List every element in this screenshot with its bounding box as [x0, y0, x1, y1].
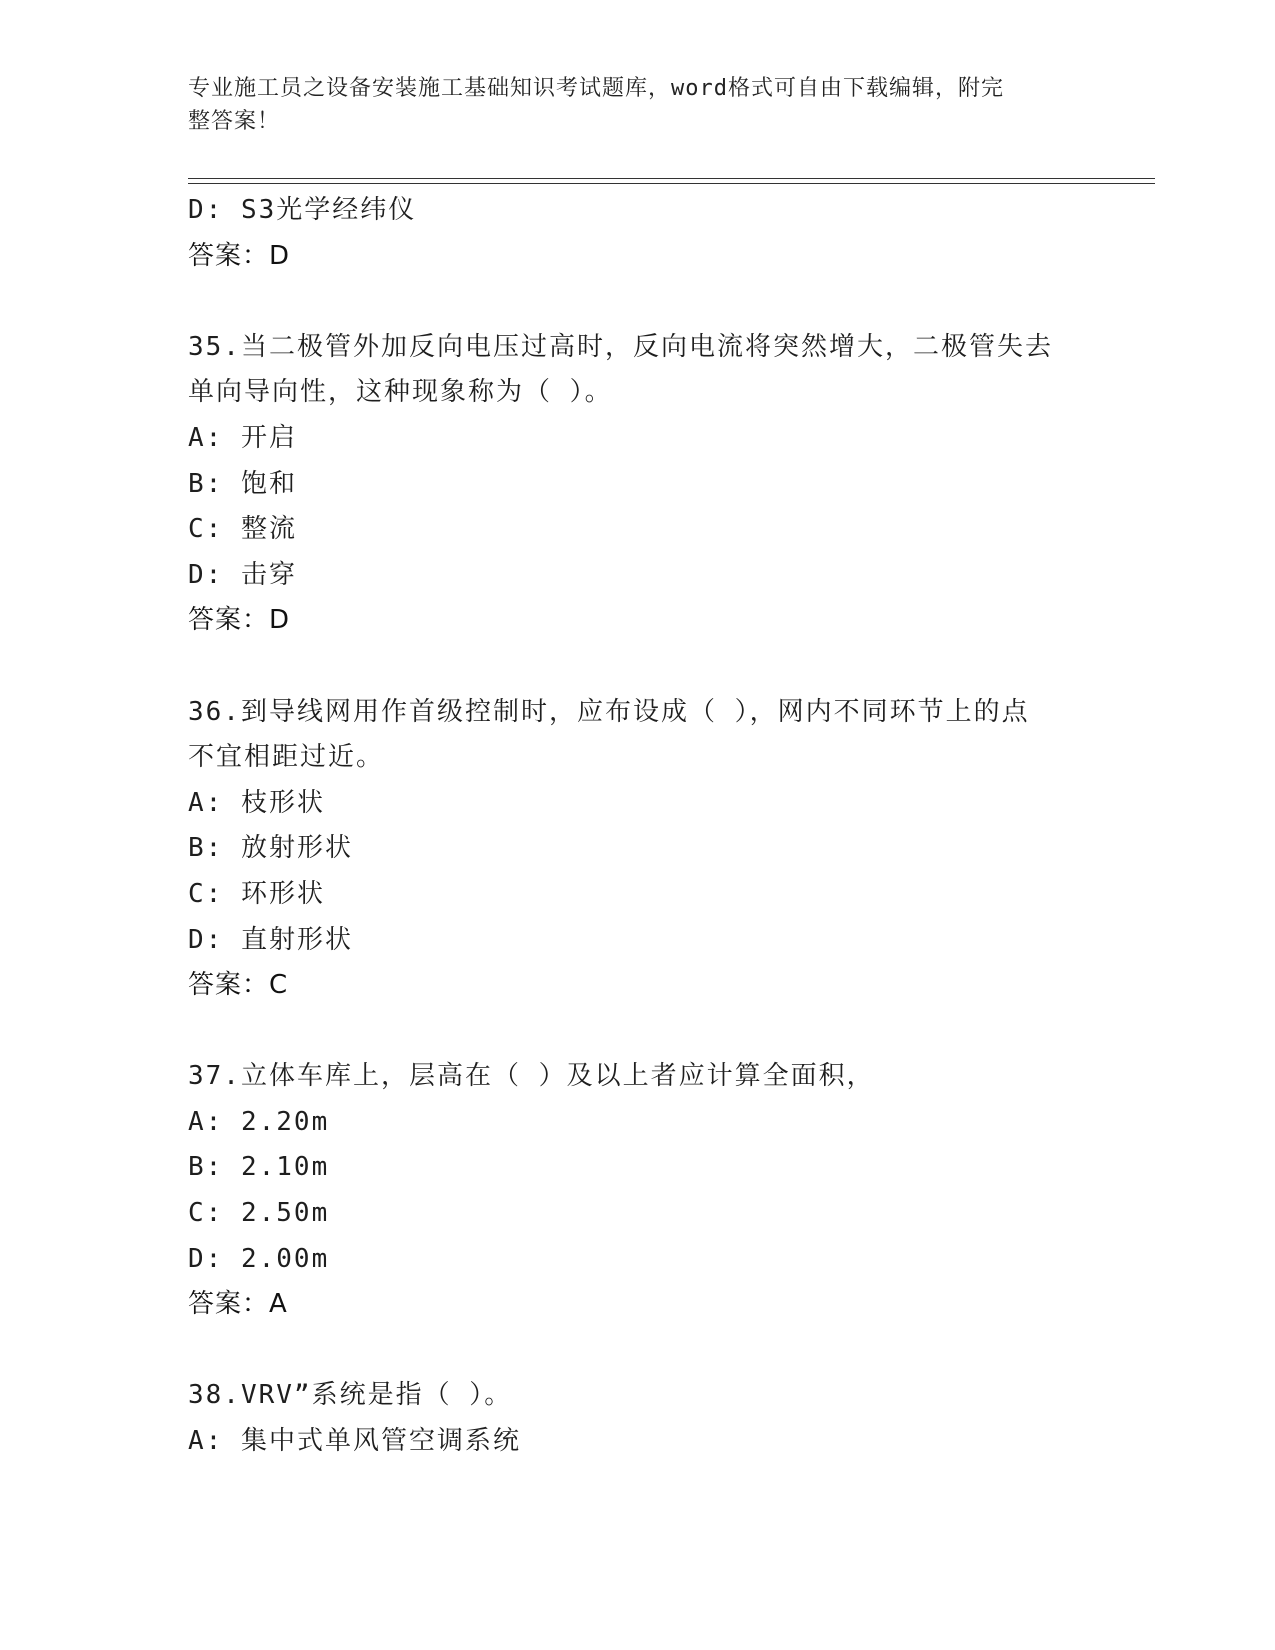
answer: 答案：D — [188, 240, 291, 271]
question-stem-line-1: 35.当二极管外加反向电压过高时，反向电流将突然增大，二极管失去 — [188, 331, 1053, 362]
question-38 — [188, 1373, 1088, 1464]
option-b: B: 饱和 — [188, 468, 297, 499]
option-a: A: 集中式单风管空调系统 — [188, 1426, 521, 1457]
option-c: C: 2.50m — [188, 1198, 330, 1229]
question-34 — [188, 188, 1088, 279]
answer: 答案：A — [188, 1289, 288, 1320]
option-a: A: 2.20m — [188, 1106, 330, 1137]
question-stem-line-1: 37.立体车库上，层高在（ ）及以上者应计算全面积， — [188, 1061, 875, 1092]
spacer — [188, 1328, 1088, 1374]
question-stem-line-2: 不宜相距过近。 — [188, 742, 385, 773]
option-a: A: 开启 — [188, 422, 297, 453]
question-stem-line-1: 38.VRV”系统是指（ ）。 — [188, 1380, 513, 1411]
question-36 — [188, 690, 1088, 1009]
spacer — [188, 279, 1088, 325]
option-b: B: 2.10m — [188, 1152, 330, 1183]
header-line-1: 专业施工员之设备安装施工基础知识考试题库，word格式可自由下载编辑，附完 — [188, 76, 1004, 101]
header-divider-top — [188, 178, 1155, 179]
option-d: D: S3光学经纬仪 — [188, 195, 417, 225]
option-d: D: 击穿 — [188, 559, 297, 590]
option-c: C: 环形状 — [188, 878, 325, 909]
answer: 答案：C — [188, 970, 289, 1001]
question-37 — [188, 1054, 1088, 1328]
question-35 — [188, 325, 1088, 644]
option-d: D: 2.00m — [188, 1243, 330, 1274]
question-stem-line-1: 36.到导线网用作首级控制时，应布设成（ ），网内不同环节上的点 — [188, 696, 1030, 727]
header-divider-bottom — [188, 183, 1155, 184]
option-b: B: 放射形状 — [188, 833, 353, 864]
option-c: C: 整流 — [188, 514, 297, 545]
spacer — [188, 644, 1088, 690]
question-list — [188, 188, 1088, 1465]
answer: 答案：D — [188, 605, 291, 636]
question-stem-line-2: 单向导向性，这种现象称为（ ）。 — [188, 377, 613, 408]
document-header — [188, 72, 1068, 138]
option-a: A: 枝形状 — [188, 787, 325, 818]
spacer — [188, 1009, 1088, 1055]
option-d: D: 直射形状 — [188, 924, 353, 955]
header-line-2: 整答案！ — [188, 109, 281, 134]
